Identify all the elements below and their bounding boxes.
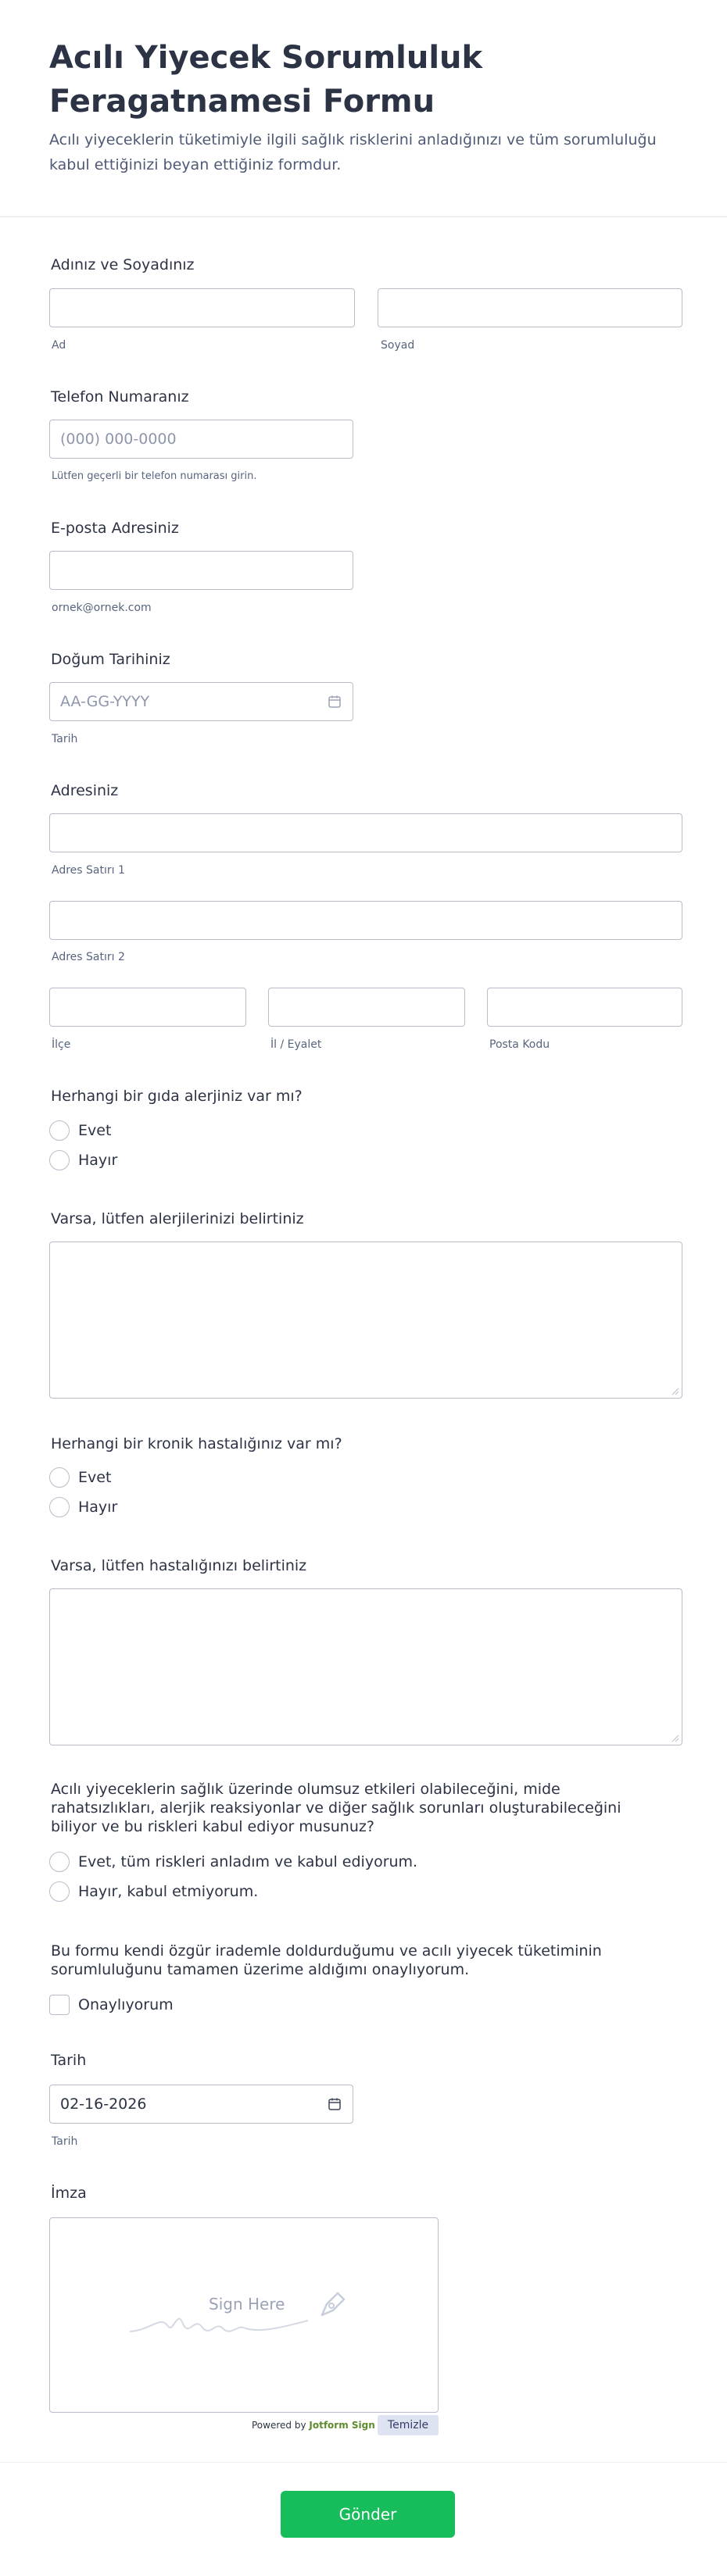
address-line2-sublabel: Adres Satırı 2 [52, 951, 125, 963]
birth-date-label: Doğum Tarihiniz [51, 651, 170, 668]
allergy-detail-textarea[interactable] [49, 1242, 682, 1399]
birth-date-input[interactable] [49, 682, 353, 721]
state-input[interactable] [268, 988, 465, 1027]
form-title: Acılı Yiyecek Sorumluluk Feragatnamesi Formu [49, 40, 483, 120]
option-label: Evet [78, 1122, 112, 1139]
pen-icon [316, 2287, 350, 2321]
checkbox[interactable] [49, 1995, 70, 2015]
resize-handle-icon[interactable] [671, 1735, 679, 1742]
form-header [0, 0, 727, 217]
allergy-detail-label: Varsa, lütfen alerjilerinizi belirtiniz [51, 1210, 304, 1227]
email-label: E-posta Adresiniz [51, 520, 179, 537]
phone-placeholder: (000) 000-0000 [60, 431, 177, 448]
district-input[interactable] [49, 988, 246, 1027]
radio-button[interactable] [49, 1852, 70, 1872]
district-sublabel: İlçe [52, 1038, 71, 1051]
phone-label: Telefon Numaranız [51, 388, 189, 406]
consent-statement: Bu formu kendi özgür irademle doldurduğumu ve acılı yiyecek tüketiminin sorumluluğunu tamamen üzerime aldığımı onaylıyorum. [51, 1942, 602, 1978]
radio-button[interactable] [49, 1120, 70, 1141]
footer-divider [0, 2462, 727, 2463]
address-line1-input[interactable] [49, 813, 682, 852]
calendar-icon[interactable] [328, 2097, 342, 2111]
zip-input[interactable] [487, 988, 682, 1027]
consent-checkbox-option[interactable] [49, 1994, 174, 2016]
option-label: Evet, tüm riskleri anladım ve kabul ediyorum. [78, 1853, 418, 1870]
chronic-question: Herhangi bir kronik hastalığınız var mı? [51, 1435, 342, 1452]
first-name-sublabel: Ad [52, 339, 66, 352]
submit-button[interactable]: Gönder [281, 2491, 455, 2538]
jotform-sign-brand: Jotform Sign [309, 2420, 375, 2431]
email-sublabel: ornek@ornek.com [52, 602, 152, 614]
radio-button[interactable] [49, 1150, 70, 1170]
address-label: Adresiniz [51, 782, 119, 799]
form-subtitle: Acılı yiyeceklerin tüketimiyle ilgili sağlık risklerini anladığınızı ve tüm sorumluluğu kabul ettiğinizi beyan ettiğiniz formdur. [49, 131, 657, 173]
birth-date-sublabel: Tarih [52, 733, 78, 745]
first-name-input[interactable] [49, 288, 355, 327]
calendar-icon[interactable] [328, 695, 342, 709]
signature-pad[interactable] [49, 2217, 439, 2413]
powered-by [252, 2420, 375, 2431]
allergy-question: Herhangi bir gıda alerjiniz var mı? [51, 1088, 303, 1105]
last-name-sublabel: Soyad [381, 339, 415, 352]
date-input[interactable] [49, 2085, 353, 2124]
option-label: Hayır [78, 1499, 118, 1516]
option-label: Hayır, kabul etmiyorum. [78, 1883, 259, 1900]
resize-handle-icon[interactable] [671, 1388, 679, 1395]
phone-sublabel: Lütfen geçerli bir telefon numarası girin. [52, 470, 257, 482]
checkbox-label: Onaylıyorum [78, 1996, 174, 2013]
phone-input[interactable] [49, 420, 353, 459]
risk-option-accept[interactable] [49, 1851, 417, 1873]
name-label: Adınız ve Soyadınız [51, 256, 195, 273]
allergy-option-yes[interactable] [49, 1120, 111, 1142]
option-label: Evet [78, 1469, 112, 1486]
chronic-detail-label: Varsa, lütfen hastalığınızı belirtiniz [51, 1557, 307, 1574]
address-line1-sublabel: Adres Satırı 1 [52, 864, 125, 877]
radio-button[interactable] [49, 1497, 70, 1517]
address-line2-input[interactable] [49, 901, 682, 940]
chronic-option-no[interactable] [49, 1496, 117, 1518]
risk-question: Acılı yiyeceklerin sağlık üzerinde olumsuz etkileri olabileceğini, mide rahatsızlıkları, alerjik reaksiyonlar ve diğer sağlık sorunları oluşturabileceğini biliyor ve bu riskleri kabul ediyor musunuz? [51, 1781, 621, 1835]
signature-label: İmza [51, 2185, 87, 2202]
allergy-option-no[interactable] [49, 1149, 117, 1171]
email-input[interactable] [49, 551, 353, 590]
risk-option-decline[interactable] [49, 1881, 258, 1903]
powered-prefix: Powered by [252, 2420, 306, 2431]
state-sublabel: İl / Eyalet [270, 1038, 322, 1051]
birth-date-placeholder: AA-GG-YYYY [60, 693, 150, 710]
radio-button[interactable] [49, 1881, 70, 1902]
chronic-detail-textarea[interactable] [49, 1588, 682, 1745]
zip-sublabel: Posta Kodu [489, 1038, 550, 1051]
date-value: 02-16-2026 [60, 2095, 147, 2113]
date-sublabel: Tarih [52, 2135, 78, 2148]
date-label: Tarih [51, 2052, 87, 2069]
option-label: Hayır [78, 1152, 118, 1169]
signature-placeholder: Sign Here [209, 2295, 285, 2313]
last-name-input[interactable] [378, 288, 682, 327]
chronic-option-yes[interactable] [49, 1467, 111, 1488]
radio-button[interactable] [49, 1467, 70, 1488]
clear-signature-button[interactable]: Temizle [378, 2415, 439, 2435]
